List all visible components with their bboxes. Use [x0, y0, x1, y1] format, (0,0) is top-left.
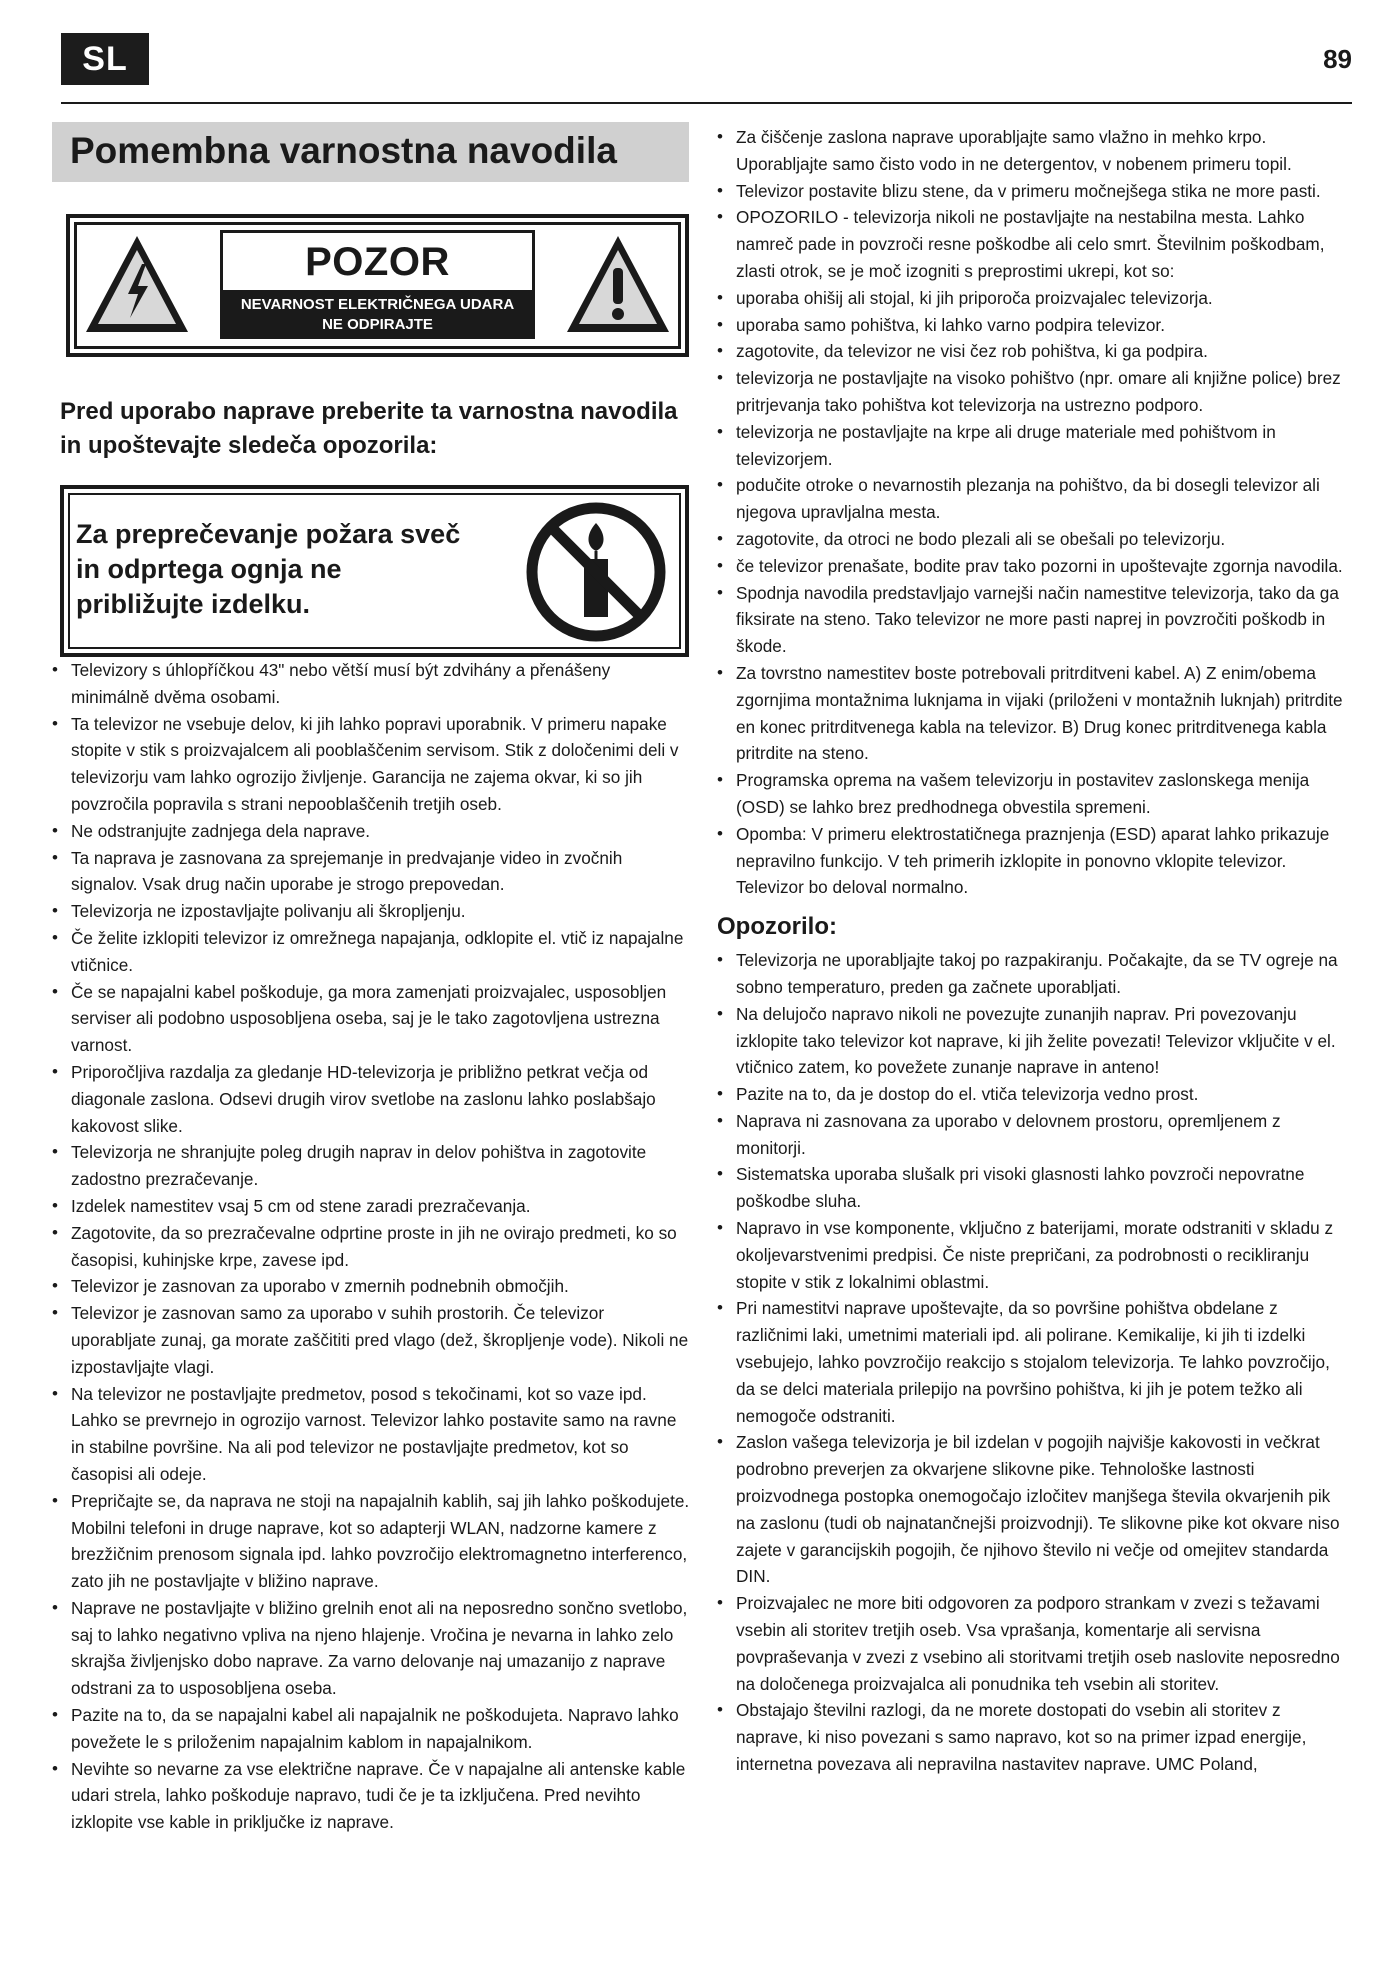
page-number: 89 — [1323, 44, 1352, 74]
list-item: • zagotovite, da otroci ne bodo plezali ali se obešali po televizorju. — [717, 526, 1347, 553]
exclamation-warning-icon — [563, 230, 673, 338]
list-item: • Programska oprema na vašem televizorju in postavitev zaslonskega menija (OSD) se lahko brez predhodnega obvestila spremeni. — [717, 767, 1347, 821]
caution-line-1: NEVARNOST ELEKTRIČNEGA UDARA — [240, 296, 515, 313]
list-item: • Televizory s úhlopříčkou 43" nebo větší musí být zdvihány a přenášeny minimálně dvěma osobami. — [52, 657, 692, 711]
list-item: • Ta televizor ne vsebuje delov, ki jih lahko popravi uporabnik. V primeru napake stopite v stik s proizvajalcem ali pooblaščenim servisom. Stik z določenimi deli v televizorju vam lahko ogrozijo življenje. Garancija ne zajema okvar, ki so jih povzročila popravila s strani nepooblaščenih tretjih oseb. — [52, 711, 692, 818]
list-item: • Televizor je zasnovan samo za uporabo v suhih prostorih. Če televizor uporabljate zunaj, ga morate zaščititi pred vlago (dež, škropljenje vode). Nikoli ne izpostavljajte vlagi. — [52, 1300, 692, 1380]
list-item: • OPOZORILO - televizorja nikoli ne postavljajte na nestabilna mesta. Lahko namreč pade in povzroči resne poškodbe ali celo smrt. Številnim poškodbam, zlasti otrok, se je moč izogniti s preprostimi ukrepi, kot so: — [717, 204, 1347, 284]
list-item: • Na televizor ne postavljajte predmetov, posod s tekočinami, kot so vaze ipd. Lahko se prevrnejo in ogrozijo varnost. Televizor lahko postavite samo na ravne in stabilne površine. Na ali pod televizor ne postavljajte predmetov, kot so časopisi ali odeje. — [52, 1381, 692, 1488]
lightning-warning-icon — [82, 230, 192, 338]
warning-heading: Opozorilo: — [717, 913, 837, 941]
list-item: • uporaba ohišij ali stojal, ki jih priporoča proizvajalec televizorja. — [717, 285, 1347, 312]
caution-line-2: NE ODPIRAJTE — [322, 316, 433, 333]
list-item: • televizorja ne postavljajte na krpe ali druge materiale med pohištvom in televizorjem. — [717, 419, 1347, 473]
list-item: • Televizorja ne shranjujte poleg drugih naprav in delov pohištva in zagotovite zadostno prezračevanje. — [52, 1139, 692, 1193]
caution-label-box — [220, 230, 535, 339]
fire-warning-text: Za preprečevanje požara sveč in odprtega ognja ne približujte izdelku. — [76, 519, 461, 619]
list-item: • Televizorja ne izpostavljajte polivanju ali škropljenju. — [52, 898, 692, 925]
list-item: • Izdelek namestitev vsaj 5 cm od stene zaradi prezračevanja. — [52, 1193, 692, 1220]
list-item: • Sistematska uporaba slušalk pri visoki glasnosti lahko povzroči nepovratne poškodbe sluha. — [717, 1161, 1347, 1215]
list-item: • Opomba: V primeru elektrostatičnega praznjenja (ESD) aparat lahko prikazuje nepravilno funkcijo. V teh primerih izklopite in ponovno vklopite televizor. Televizor bo deloval normalno. — [717, 821, 1347, 901]
list-item: • televizorja ne postavljajte na visoko pohištvo (npr. omare ali knjižne police) brez pritrjevanja tako pohištva kot televizorja na ustrezno podporo. — [717, 365, 1347, 419]
list-item: • podučite otroke o nevarnostih plezanja na pohištvo, da bi dosegli televizor ali njegova upravljalna mesta. — [717, 472, 1347, 526]
list-item: • Na delujočo napravo nikoli ne povezujte zunanjih naprav. Pri povezovanju izklopite tako televizor kot naprave, ki jih želite povezati! Televizor vključite v el. vtičnico zatem, ko povežete zunanje naprave in anteno! — [717, 1001, 1347, 1081]
list-item: • Ta naprava je zasnovana za sprejemanje in predvajanje video in zvočnih signalov. Vsak drug način uporabe je strogo prepovedan. — [52, 845, 692, 899]
list-item: • Proizvajalec ne more biti odgovoren za podporo strankam v zvezi s težavami vsebin ali storitev tretjih oseb. Vsa vprašanja, komentarje ali servisna povpraševanja v zvezi z vsebino ali storitvami tretjih oseb naslovite neposredno na določenega proizvajalca ali ponudnika teh vsebin ali storitev. — [717, 1590, 1347, 1697]
left-column — [52, 122, 692, 1836]
list-item: • zagotovite, da televizor ne visi čez rob pohištva, ki ga podpira. — [717, 338, 1347, 365]
list-item: • Če se napajalni kabel poškoduje, ga mora zamenjati proizvajalec, usposobljen serviser ali podobno usposobljena oseba, saj je le tako zagotovljena ustrezna varnost. — [52, 979, 692, 1059]
list-item: • Napravo in vse komponente, vključno z baterijami, morate odstraniti v skladu z okoljevarstvenimi predpisi. Če niste prepričani, za podrobnosti o recikliranju stopite v stik z lokalnimi oblastmi. — [717, 1215, 1347, 1295]
list-item: • Zaslon vašega televizorja je bil izdelan v pogojih najvišje kakovosti in večkrat podrobno preverjen za okvarjene slikovne pike. Tehnološke lastnosti proizvodnega postopka onemogočajo izločitev manjšega števila okvarjenih pik na zaslonu (tudi ob najnatančnejši proizvodnji). Te slikovne pike kot okvare niso zajete v garancijskih pogojih, če njihovo število ni večje od omejitev standarda DIN. — [717, 1429, 1347, 1590]
list-item: • Naprave ne postavljajte v bližino grelnih enot ali na neposredno sončno svetlobo, saj to lahko negativno vpliva na njeno hlajenje. Vročina je nevarna in lahko zelo skrajša življenjsko dobo naprave. Za varno delovanje naj umazanijo z naprave odstrani za to usposobljena oseba. — [52, 1595, 692, 1702]
list-item: • Če želite izklopiti televizor iz omrežnega napajanja, odklopite el. vtič iz napajalne vtičnice. — [52, 925, 692, 979]
language-badge: SL — [61, 33, 149, 85]
right-safety-list — [717, 124, 1347, 901]
list-item: • Za čiščenje zaslona naprave uporabljajte samo vlažno in mehko krpo. Uporabljajte samo čisto vodo in ne detergentov, v nobenem primeru topil. — [717, 124, 1347, 178]
list-item: • Pri namestitvi naprave upoštevajte, da so površine pohištva obdelane z različnimi laki, umetnimi materiali ipd. ali polirane. Kemikalije, ki jih ti izdelki vsebujejo, lahko povzročijo reakcijo s stojalom televizorja. Te lahko povzročijo, da se delci materiala prilepijo na površino pohištva, ki jih je potem težko ali nemogoče odstraniti. — [717, 1295, 1347, 1429]
caution-word: POZOR — [223, 233, 532, 290]
list-item: • Prepričajte se, da naprava ne stoji na napajalnih kablih, saj jih lahko poškodujete. Mobilni telefoni in druge naprave, kot so adapterji WLAN, nadzorne kamere z brezžičnim prenosom signala ipd. lahko povzročijo elektromagnetno interferenco, zato jih ne postavljajte v bližino naprave. — [52, 1488, 692, 1595]
fire-warning-box — [60, 485, 689, 657]
left-safety-list — [52, 657, 692, 1836]
list-item: • Zagotovite, da so prezračevalne odprtine proste in jih ne ovirajo predmeti, ko so časopisi, kuhinjske krpe, zavese ipd. — [52, 1220, 692, 1274]
caution-banner — [66, 214, 689, 357]
list-item: • Za tovrstno namestitev boste potrebovali pritrditveni kabel. A) Z enim/obema zgornjima montažnima luknjama in vijaki (priloženi v montažnih luknjah) pritrdite en konec pritrditvenega kabla na televizor. B) Drug konec pritrditvenega kabla pritrdite na steno. — [717, 660, 1347, 767]
right-column — [717, 124, 1347, 1778]
page-title: Pomembna varnostna navodila — [52, 122, 689, 182]
warning-list — [717, 947, 1347, 1778]
header-divider — [61, 102, 1352, 104]
list-item: • Nevihte so nevarne za vse električne naprave. Če v napajalne ali antenske kable udari strela, lahko poškoduje napravo, tudi če je ta izključena. Pred nevihto izklopite vse kable in priključke iz naprave. — [52, 1756, 692, 1836]
list-item: • Priporočljiva razdalja za gledanje HD-televizorja je približno petkrat večja od diagonale zaslona. Odsevi drugih virov svetlobe na zaslonu lahko poslabšajo kakovost slike. — [52, 1059, 692, 1139]
lead-instruction: Pred uporabo naprave preberite ta varnostna navodila in upoštevajte sledeča opozorila: — [60, 398, 678, 459]
list-item: • Spodnja navodila predstavljajo varnejši način namestitve televizorja, tako da ga fiksirate na steno. Tako televizor ne more pasti naprej in povzročiti poškodb in škode. — [717, 580, 1347, 660]
list-item: • Ne odstranjujte zadnjega dela naprave. — [52, 818, 692, 845]
list-item: • Televizorja ne uporabljajte takoj po razpakiranju. Počakajte, da se TV ogreje na sobno temperaturo, preden ga začnete uporabljati. — [717, 947, 1347, 1001]
list-item: • Televizor je zasnovan za uporabo v zmernih podnebnih območjih. — [52, 1273, 692, 1300]
list-item: • Televizor postavite blizu stene, da v primeru močnejšega stika ne more pasti. — [717, 178, 1347, 205]
no-candle-icon — [525, 501, 667, 643]
list-item: • Pazite na to, da se napajalni kabel ali napajalnik ne poškodujeta. Napravo lahko povežete le s priloženim napajalnim kablom in napajalnikom. — [52, 1702, 692, 1756]
caution-subtitle — [223, 295, 532, 335]
list-item: • Pazite na to, da je dostop do el. vtiča televizorja vedno prost. — [717, 1081, 1347, 1108]
list-item: • če televizor prenašate, bodite prav tako pozorni in upoštevajte zgornja navodila. — [717, 553, 1347, 580]
list-item: • Obstajajo številni razlogi, da ne morete dostopati do vsebin ali storitev z naprave, ki niso povezani s samo napravo, kot so na primer izpad energije, internetna povezava ali nepravilna nastavitev naprave. UMC Poland, — [717, 1697, 1347, 1777]
list-item: • uporaba samo pohištva, ki lahko varno podpira televizor. — [717, 312, 1347, 339]
list-item: • Naprava ni zasnovana za uporabo v delovnem prostoru, opremljenem z monitorji. — [717, 1108, 1347, 1162]
